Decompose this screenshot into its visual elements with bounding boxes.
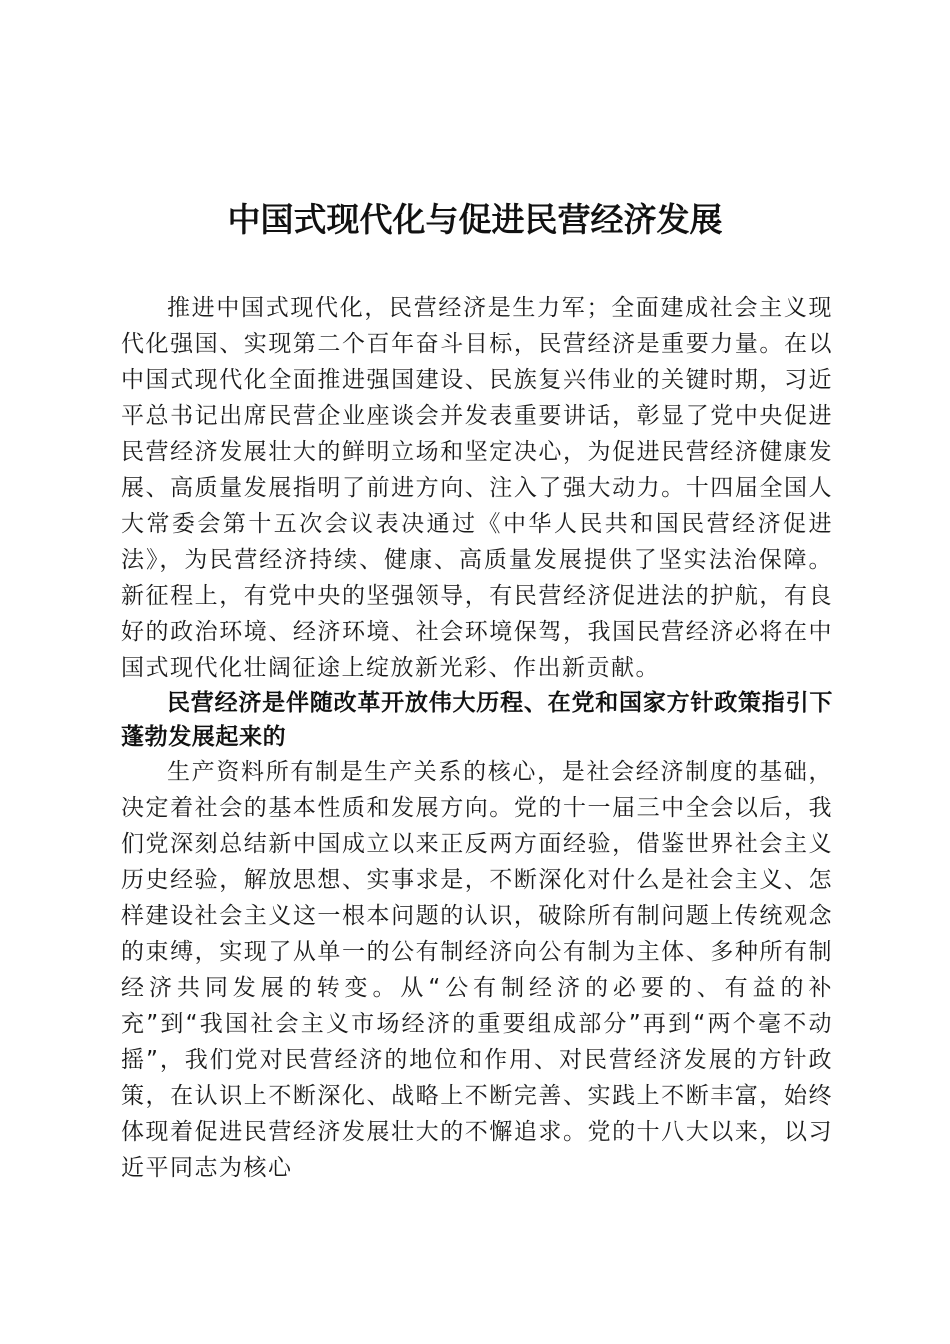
document-body xyxy=(121,290,833,1186)
section-heading: 民营经济是伴随改革开放伟大历程、在党和国家方针政策指引下蓬勃发展起来的 xyxy=(121,690,833,750)
document-title: 中国式现代化与促进民营经济发展 xyxy=(227,200,723,239)
section-paragraph: 生产资料所有制是生产关系的核心，是社会经济制度的基础，决定着社会的基本性质和发展方向。党的十一届三中全会以后，我们党深刻总结新中国成立以来正反两方面经验，借鉴世界社会主义历史经验，解放思想、实事求是，不断深化对什么是社会主义、怎样建设社会主义这一根本问题的认识，破除所有制问题上传统观念的束缚，实现了从单一的公有制经济向公有制为主体、多种所有制经济共同发展的转变。从“公有制经济的必要的、有益的补充”到“我国社会主义市场经济的重要组成部分”再到“两个毫不动摇”，我们党对民营经济的地位和作用、对民营经济发展的方针政策，在认识上不断深化、战略上不断完善、实践上不断丰富，始终体现着促进民营经济发展壮大的不懈追求。党的十八大以来，以习近平同志为核心 xyxy=(121,759,833,1181)
intro-paragraph: 推进中国式现代化，民营经济是生力军；全面建成社会主义现代化强国、实现第二个百年奋斗目标，民营经济是重要力量。在以中国式现代化全面推进强国建设、民族复兴伟业的关键时期，习近平总书记出席民营企业座谈会并发表重要讲话，彰显了党中央促进民营经济发展壮大的鲜明立场和坚定决心，为促进民营经济健康发展、高质量发展指明了前进方向、注入了强大动力。十四届全国人大常委会第十五次会议表决通过《中华人民共和国民营经济促进法》，为民营经济持续、健康、高质量发展提供了坚实法治保障。新征程上，有党中央的坚强领导，有民营经济促进法的护航，有良好的政治环境、经济环境、社会环境保驾，我国民营经济必将在中国式现代化壮阔征途上绽放新光彩、作出新贡献。 xyxy=(121,295,833,681)
